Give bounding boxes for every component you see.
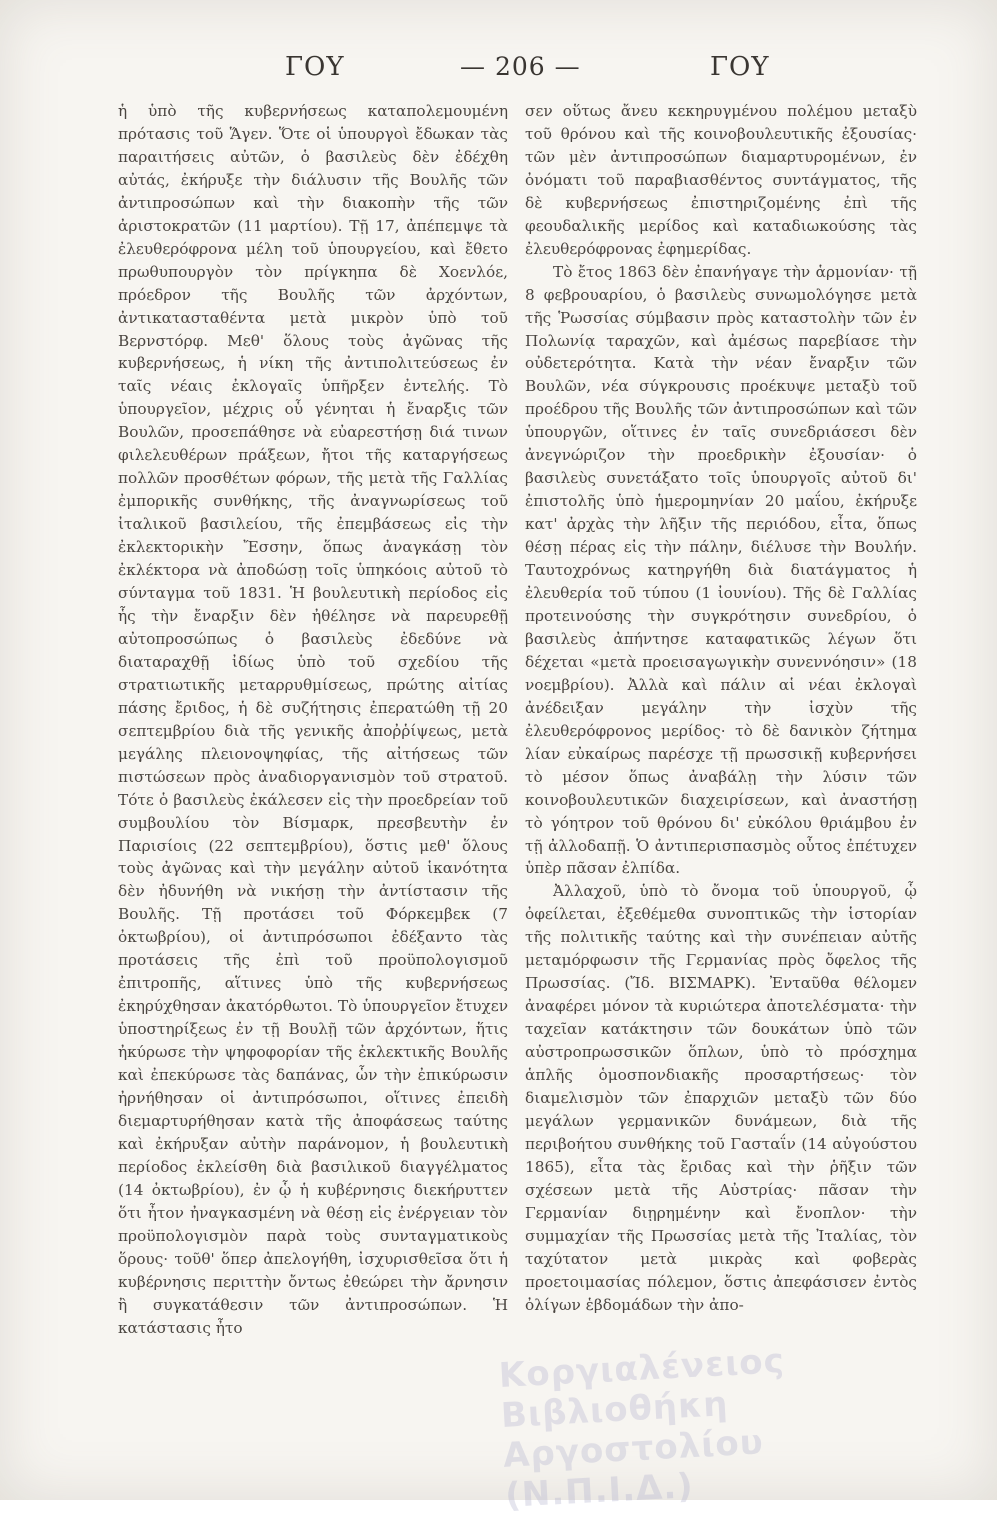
page-number: — 206 — [460, 52, 581, 81]
watermark-line: Κοργιαλένειος Βιβλιοθήκη [497, 1341, 786, 1436]
library-watermark [497, 1334, 922, 1516]
header-left-keyword: ΓΟΥ [285, 52, 345, 82]
watermark-line: Αργοστολίου (Ν.Π.Ι.Δ.) [502, 1422, 765, 1516]
left-text-column [118, 100, 508, 1339]
right-paragraph: Τὸ ἔτος 1863 δὲν ἐπανήγαγε τὴν ἁρμονίαν· τῇ 8 φεβρουαρίου, ὁ βασιλεὺς συνωμολόγησε μετὰ τῆς Ῥωσσίας σύμβασιν πρὸς καταστολὴν τῶν ἐν Πολωνίᾳ ταραχῶν, καὶ ἀμέσως παρεβίασε τὴν οὐδετερότητα. Κατὰ τὴν νέαν ἔναρξιν τῶν Βουλῶν, νέα σύγκρουσις προέκυψε μεταξὺ τοῦ προέδρου τῆς Βουλῆς τῶν ἀντιπροσώπων καὶ τῶν ὑπουργῶν, οἵτινες ἐν ταῖς συνεδριάσεσι δὲν ἀνεγνώριζον τὴν προεδρικὴν ἐξουσίαν· ὁ βασιλεὺς συνετάξατο τοῖς ὑπουργοῖς αὐτοῦ δι' ἐπιστολῆς ὑπὸ ἡμερομηνίαν 20 μαΐου, ἐκήρυξε κατ' ἀρχὰς τὴν λῆξιν τῆς περιόδου, εἶτα, ὅπως θέσῃ πέρας εἰς τὴν πάλην, διέλυσε τὴν Βουλήν. Ταυτοχρόνως κατηργήθη διὰ διατάγματος ἡ ἐλευθερία τοῦ τύπου (1 ἰουνίου). Τῆς δὲ Γαλλίας προτεινούσης τὴν συγκρότησιν συνεδρίου, ὁ βασιλεὺς ἀπήντησε καταφατικῶς λέγων ὅτι δέχεται «μετὰ προεισαγωγικὴν συνεννόησιν» (18 νοεμβρίου). Ἀλλὰ καὶ πάλιν αἱ νέαι ἐκλογαὶ ἀνέδειξαν μεγάλην τὴν ἰσχὺν τῆς ἐλευθερόφρονος μερίδος· τὸ δὲ δανικὸν ζήτημα λίαν εὐκαίρως παρέσχε τῇ πρωσσικῇ κυβερνήσει τὸ μέσον ὅπως ἀναβάλῃ τὴν λύσιν τῶν κοινοβουλευτικῶν διαχειρίσεων, καὶ ἀναστήσῃ τὸ γόητρον τοῦ θρόνου δι' εὐκόλου θριάμβου ἐν τῇ ἀλλοδαπῇ. Ὁ ἀντιπερισπασμὸς οὗτος ἐπέτυχεν ὑπὲρ πᾶσαν ἐλπίδα. [525, 262, 917, 878]
right-paragraph: σεν οὕτως ἄνευ κεκηρυγμένου πολέμου μεταξὺ τοῦ θρόνου καὶ τῆς κοινοβουλευτικῆς ἐξουσίας· τῶν μὲν ἀντιπροσώπων διαμαρτυρομένων, ἐν ὀνόματι τοῦ παραβιασθέντος συντάγματος, τῆς δὲ κυβερνήσεως ἐπιστηριζομένης ἐπὶ τῆς φεουδαλικῆς μερίδος καὶ καταδιωκούσης τὰς ἐλευθερόφρονας ἐφημερίδας. [525, 102, 917, 258]
right-text-column [525, 100, 917, 1317]
right-paragraph: Ἀλλαχοῦ, ὑπὸ τὸ ὄνομα τοῦ ὑπουργοῦ, ᾧ ὀφείλεται, ἐξεθέμεθα συνοπτικῶς τὴν ἱστορίαν τῆς πολιτικῆς ταύτης καὶ τὴν συνέπειαν αὐτῆς μεταμόρφωσιν τῆς Γερμανίας πρὸς ὄφελος τῆς Πρωσσίας. (Ἴδ. ΒΙΣΜΑΡΚ). Ἐνταῦθα θέλομεν ἀναφέρει μόνον τὰ κυριώτερα ἀποτελέσματα· τὴν ταχεῖαν κατάκτησιν τῶν δουκάτων ὑπὸ τῶν αὐστροπρωσσικῶν ὅπλων, ὑπὸ τὸ πρόσχημα ἁπλῆς ὁμοσπονδιακῆς προσαρτήσεως· τὸν διαμελισμὸν τῶν ἐπαρχιῶν μεταξὺ τῶν δύο μεγάλων γερμανικῶν δυνάμεων, διὰ τῆς περιβοήτου συνθήκης τοῦ Γασταΐν (14 αὐγούστου 1865), εἶτα τὰς ἔριδας καὶ τὴν ῥῆξιν τῶν σχέσεων μετὰ τῆς Αὐστρίας· πᾶσαν τὴν Γερμανίαν διῃρημένην καὶ ἔνοπλον· τὴν συμμαχίαν τῆς Πρωσσίας μετὰ τῆς Ἰταλίας, τὸν ταχύτατον μετὰ μικρὰς καὶ φοβερὰς προετοιμασίας πόλεμον, ὅστις ἀπεφάσισεν ἐντὸς ὀλίγων ἑβδομάδων τὴν ἀπο- [525, 882, 917, 1314]
header-right-keyword: ΓΟΥ [710, 52, 770, 82]
running-header [115, 52, 925, 92]
left-paragraph: ἡ ὑπὸ τῆς κυβερνήσεως καταπολεμουμένη πρότασις τοῦ Ἅγεν. Ὅτε οἱ ὑπουργοὶ ἔδωκαν τὰς παραιτήσεις αὐτῶν, ὁ βασιλεὺς δὲν ἐδέχθη αὐτάς, ἐκήρυξε τὴν διάλυσιν τῆς Βουλῆς τῶν ἀντιπροσώπων καὶ τὴν διακοπὴν τῆς τῶν ἀριστοκρατῶν (11 μαρτίου). Τῇ 17, ἀπέπεμψε τὰ ἐλευθερόφρονα μέλη τοῦ ὑπουργείου, καὶ ἔθετο πρωθυπουργὸν τὸν πρίγκηπα δὲ Χοενλόε, πρόεδρον τῆς Βουλῆς τῶν ἀρχόντων, ἀντικατασταθέντα μετὰ μικρὸν ὑπὸ τοῦ Βερνστόρφ. Μεθ' ὅλους τοὺς ἀγῶνας τῆς κυβερνήσεως, ἡ νίκη τῆς ἀντιπολιτεύσεως ἐν ταῖς νέαις ἐκλογαῖς ὑπῆρξεν ἐντελής. Τὸ ὑπουργεῖον, μέχρις οὗ γένηται ἡ ἔναρξις τῶν Βουλῶν, προσεπάθησε νὰ εὐαρεστήσῃ διά τινων φιλελευθέρων πράξεων, ἤτοι τῆς καταργήσεως πολλῶν προσθέτων φόρων, τῆς μετὰ τῆς Γαλλίας ἐμπορικῆς συνθήκης, τῆς ἀναγνωρίσεως τοῦ ἰταλικοῦ βασιλείου, τῆς ἐπεμβάσεως εἰς τὴν ἐκλεκτορικὴν Ἔσσην, ὅπως ἀναγκάσῃ τὸν ἐκλέκτορα νὰ ἀποδώσῃ τοῖς ὑπηκόοις αὐτοῦ τὸ σύνταγμα τοῦ 1831. Ἡ βουλευτικὴ περίοδος εἰς ἧς τὴν ἔναρξιν δὲν ἠθέλησε νὰ παρευρεθῇ αὐτοπροσώπως ὁ βασιλεὺς ἐδεδύνε νὰ διαταραχθῇ ἰδίως ὑπὸ τοῦ σχεδίου τῆς στρατιωτικῆς μεταρρυθμίσεως, πρώτης αἰτίας πάσης ἔριδος, ἡ δὲ συζήτησις ἐπερατώθη τῇ 20 σεπτεμβρίου διὰ τῆς γενικῆς ἀποῤῥίψεως, μετὰ μεγάλης πλειονοψηφίας, τῆς αἰτήσεως τῶν πιστώσεων πρὸς ἀναδιοργανισμὸν τοῦ στρατοῦ. Τότε ὁ βασιλεὺς ἐκάλεσεν εἰς τὴν προεδρείαν τοῦ συμβουλίου τὸν Βίσμαρκ, πρεσβευτὴν ἐν Παρισίοις (22 σεπτεμβρίου), ὅστις μεθ' ὅλους τοὺς ἀγῶνας καὶ τὴν μεγάλην αὐτοῦ ἱκανότητα δὲν ἠδυνήθη νὰ νικήσῃ τὴν ἀντίστασιν τῆς Βουλῆς. Τῇ προτάσει τοῦ Φόρκεμβεκ (7 ὀκτωβρίου), οἱ ἀντιπρόσωποι ἐδέξαντο τὰς προτάσεις τῆς ἐπὶ τοῦ προϋπολογισμοῦ ἐπιτροπῆς, αἵτινες ὑπὸ τῆς κυβερνήσεως ἐκηρύχθησαν ἀκατόρθωτοι. Τὸ ὑπουργεῖον ἔτυχεν ὑποστηρίξεως ἐν τῇ Βουλῇ τῶν ἀρχόντων, ἥτις ἠκύρωσε τὴν ψηφοφορίαν τῆς ἐκλεκτικῆς Βουλῆς καὶ ἐπεκύρωσε τὰς δαπάνας, ὧν τὴν ἐπικύρωσιν ἠρνήθησαν οἱ ἀντιπρόσωποι, οἵτινες ἐπειδὴ διεμαρτυρήθησαν κατὰ τῆς ἀποφάσεως ταύτης καὶ ἐκήρυξαν αὐτὴν παράνομον, ἡ βουλευτικὴ περίοδος ἐκλείσθη διὰ βασιλικοῦ διαγγέλματος (14 ὀκτωβρίου), ἐν ᾧ ἡ κυβέρνησις διεκήρυττεν ὅτι ἦτον ἠναγκασμένη νὰ θέσῃ εἰς ἐνέργειαν τὸν προϋπολογισμὸν παρὰ τοὺς συνταγματικοὺς ὅρους· τοῦθ' ὅπερ ἀπελογήθη, ἰσχυρισθεῖσα ὅτι ἡ κυβέρνησις περιττὴν ὄντως ἐθεώρει τὴν ἄρνησιν ἢ συγκατάθεσιν τῶν ἀντιπροσώπων. Ἡ κατάστασις ἦτο [118, 102, 508, 1337]
